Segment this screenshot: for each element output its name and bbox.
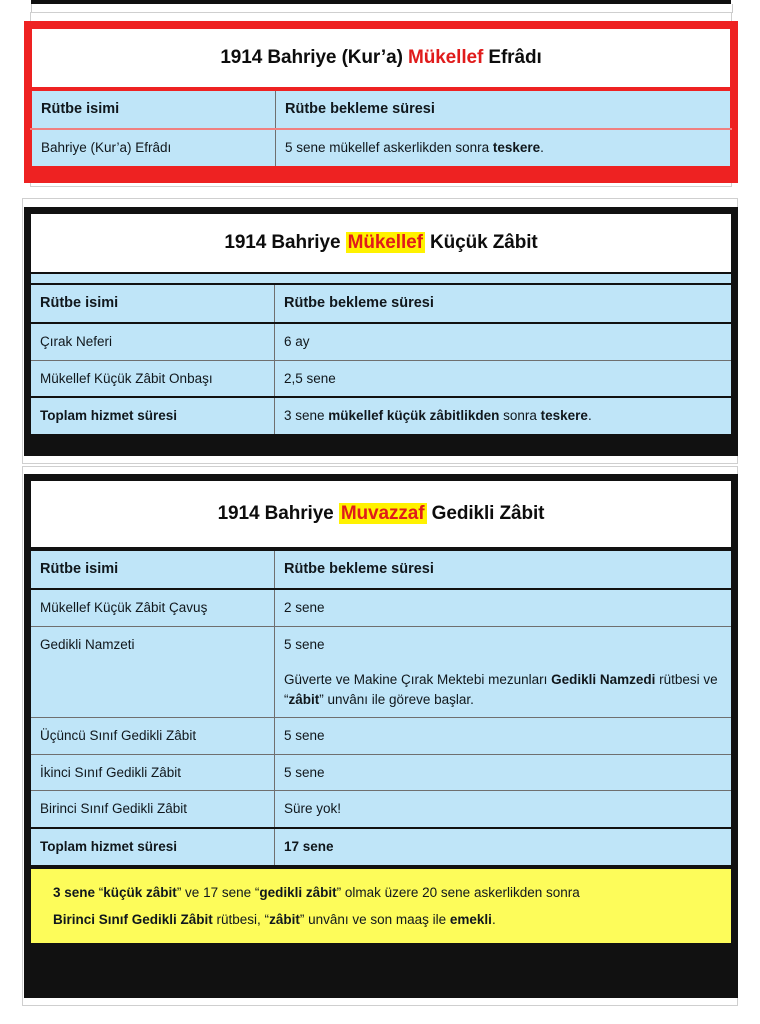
table-3-total-label: Toplam hizmet süresi (30, 828, 275, 866)
note-line1-bold-2: küçük zâbit (103, 884, 177, 900)
table-2-total-bold-2: teskere (540, 408, 588, 424)
table-title-2-prefix: 1914 Bahriye (224, 231, 346, 253)
table-row (30, 323, 732, 360)
note-line1-plain-1: “ (95, 884, 104, 900)
table-2-row-0-duration: 6 ay (275, 323, 733, 360)
table-3-header-duration: Rütbe bekleme süresi (275, 550, 733, 589)
table-3-row-2-rank: Üçüncü Sınıf Gedikli Zâbit (30, 718, 275, 755)
table-3-row-1-note-bold-1: Gedikli Namzedi (551, 672, 656, 688)
note-line1-bold-1: 3 sene (53, 884, 96, 900)
table-2-total-plain-3: . (587, 408, 592, 424)
table-3-row-2-duration: 5 sene (275, 718, 733, 755)
table-3-row-4-rank: Birinci Sınıf Gedikli Zâbit (30, 791, 275, 828)
table-2-total-plain-1: 3 sene (284, 408, 329, 424)
table-row (30, 791, 732, 828)
table-title-1-highlight: Mükellef (407, 46, 484, 68)
table-3-row-3-duration: 5 sene (275, 754, 733, 791)
table-title-2 (29, 212, 733, 274)
table-title-1-suffix: Efrâdı (483, 46, 542, 68)
table-3-row-1-rank: Gedikli Namzeti (30, 626, 275, 718)
note-line2-bold-2: zâbit (269, 911, 300, 927)
table-row (31, 129, 731, 167)
table-title-3-prefix: 1914 Bahriye (217, 502, 339, 524)
table-1-header-rank: Rütbe isimi (31, 90, 276, 129)
table-row (30, 550, 732, 589)
table-1-grid (30, 89, 732, 168)
table-row (30, 360, 732, 397)
table-2-total-plain-2: sonra (499, 408, 541, 424)
table-title-1-text (220, 48, 541, 69)
table-1-row-0-duration-plain-2: . (540, 140, 544, 156)
table-1-header-duration: Rütbe bekleme süresi (276, 90, 732, 129)
table-2-total-bold-1: mükellef küçük zâbitlikden (328, 408, 500, 424)
table-2-title-strip (29, 274, 733, 283)
table-row (30, 626, 732, 718)
note-line1-bold-3: gedikli zâbit (259, 884, 337, 900)
table-block-muvazzaf-gedikli-zabit (24, 474, 738, 998)
note-line2-bold-1: Birinci Sınıf Gedikli Zâbit (53, 911, 213, 927)
table-block-mukellef-kucuk-zabit (24, 207, 738, 456)
table-3-row-0-rank: Mükellef Küçük Zâbit Çavuş (30, 589, 275, 626)
table-2-header-rank: Rütbe isimi (30, 284, 275, 323)
table-3-row-1-note-bold-2: zâbit (288, 691, 320, 707)
page-top-clipped-bar-inner (31, 4, 733, 13)
table-title-3-highlight: Muvazzaf (340, 502, 425, 524)
note-line2-bold-3: emekli (449, 911, 492, 927)
table-3-row-0-duration: 2 sene (275, 589, 733, 626)
note-line1-plain-2: ” ve 17 sene “ (176, 884, 260, 900)
table-2-row-1-rank: Mükellef Küçük Zâbit Onbaşı (30, 360, 275, 397)
table-3-grid (29, 549, 733, 867)
table-1-row-0-rank: Bahriye (Kur’a) Efrâdı (31, 129, 276, 167)
table-title-2-text (224, 233, 537, 254)
table-title-3-text (218, 504, 545, 525)
table-3-summary-note (29, 867, 733, 945)
table-3-summary-note-line-2 (53, 906, 715, 933)
table-1-row-0-duration (276, 129, 732, 167)
table-3-summary-note-line-1 (53, 879, 715, 906)
note-line2-plain-1: rütbesi, “ (212, 911, 270, 927)
table-3-row-3-rank: İkinci Sınıf Gedikli Zâbit (30, 754, 275, 791)
table-3-row-1-note-plain-1: Güverte ve Makine Çırak Mektebi mezunları (284, 672, 552, 688)
table-row (30, 754, 732, 791)
table-1-row-0-duration-bold-1: teskere (492, 140, 541, 156)
table-3-total-value: 17 sene (275, 828, 733, 866)
note-line2-plain-3: . (491, 911, 496, 927)
table-1-row-0-duration-plain-1: 5 sene mükellef askerlikden sonra (285, 140, 493, 156)
table-2-row-0-rank: Çırak Neferi (30, 323, 275, 360)
table-block-mukellef-efradi (24, 21, 738, 183)
table-2-header-duration: Rütbe bekleme süresi (275, 284, 733, 323)
table-3-row-1-note-plain-3: ” unvânı ile göreve başlar. (319, 691, 474, 707)
note-line2-plain-2: ” unvânı ve son maaş ile (299, 911, 450, 927)
table-title-1-prefix: 1914 Bahriye (Kur’a) (220, 46, 408, 68)
table-2-total-label: Toplam hizmet süresi (30, 397, 275, 435)
table-3-row-1-note-plain-2: rütbesi ve “ (284, 672, 718, 707)
table-row (31, 90, 731, 129)
table-title-2-suffix: Küçük Zâbit (424, 231, 538, 253)
table-row (30, 397, 732, 435)
table-row (30, 718, 732, 755)
table-row (30, 828, 732, 866)
table-title-3-suffix: Gedikli Zâbit (426, 502, 545, 524)
table-3-row-4-duration: Süre yok! (275, 791, 733, 828)
table-3-row-1-note (284, 670, 722, 709)
table-title-1 (30, 27, 732, 89)
table-title-3 (29, 479, 733, 549)
table-title-2-highlight: Mükellef (347, 231, 423, 253)
table-row (30, 284, 732, 323)
note-line1-plain-3: ” olmak üzere 20 sene askerlikden sonra (336, 884, 580, 900)
table-3-header-rank: Rütbe isimi (30, 550, 275, 589)
table-2-total-value (275, 397, 733, 435)
table-3-row-1-duration-value: 5 sene (284, 636, 325, 652)
table-row (30, 589, 732, 626)
table-2-grid (29, 283, 733, 436)
table-3-row-1-duration (275, 626, 733, 718)
table-2-row-1-duration: 2,5 sene (275, 360, 733, 397)
